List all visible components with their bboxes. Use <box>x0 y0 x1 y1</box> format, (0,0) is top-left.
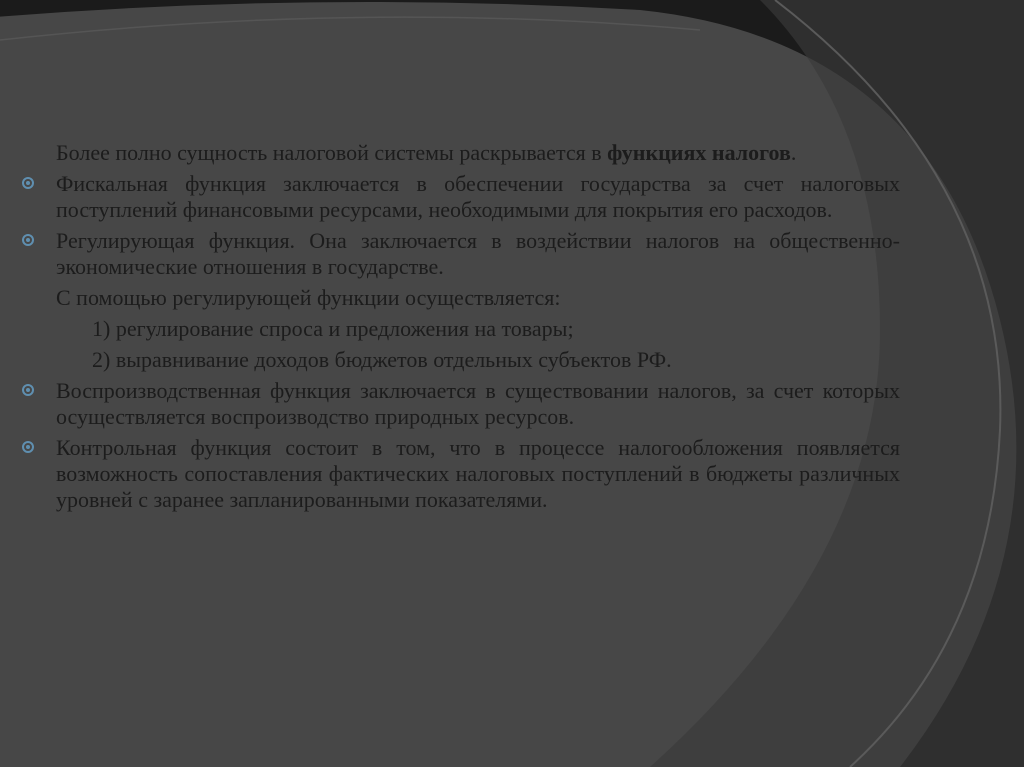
bullet-icon <box>22 441 34 453</box>
intro-text-end: . <box>790 140 797 165</box>
sub-item-text: 2) выравнивание доходов бюджетов отдельных субъектов РФ. <box>92 347 672 372</box>
bullet-icon <box>22 177 34 189</box>
bullet-text: Фискальная функция заключается в обеспечении государства за счет налоговых поступлений финансовыми ресурсами, необходимыми для покрытия его расходов. <box>56 171 900 222</box>
bullet-regulating <box>22 228 900 280</box>
sub-item-text: 1) регулирование спроса и предложения на товары; <box>92 316 574 341</box>
bullet-icon <box>22 234 34 246</box>
bullet-fiscal <box>22 171 900 223</box>
sub-item-2 <box>22 347 900 373</box>
bullet-control <box>22 435 900 513</box>
bullet-text: Регулирующая функция. Она заключается в воздействии налогов на общественно-экономические отношения в государстве. <box>56 228 900 279</box>
regulating-note <box>22 285 900 311</box>
bullet-text: Воспроизводственная функция заключается в существовании налогов, за счет которых осуществляется воспроизводство природных ресурсов. <box>56 378 900 429</box>
bullet-icon <box>22 384 34 396</box>
bullet-text: Контрольная функция состоит в том, что в процессе налогообложения появляется возможность сопоставления фактических налоговых поступлений в бюджеты различных уровней с заранее запланированными показателями. <box>56 435 900 512</box>
slide-content <box>22 140 900 513</box>
intro-paragraph <box>22 140 900 166</box>
intro-text-start: Более полно сущность налоговой системы раскрывается в <box>56 140 608 165</box>
regulating-note-text: С помощью регулирующей функции осуществляется: <box>56 285 561 310</box>
bullet-reproductive <box>22 378 900 430</box>
intro-text-bold: функциях налогов <box>607 140 791 165</box>
sub-item-1 <box>22 316 900 342</box>
